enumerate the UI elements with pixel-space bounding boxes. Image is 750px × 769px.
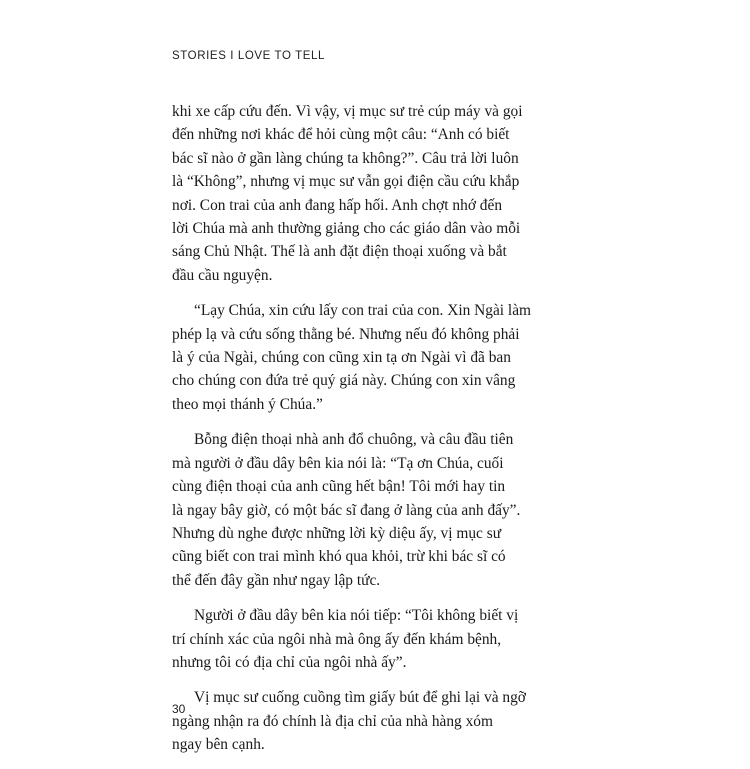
text-line: nhưng tôi có địa chỉ của ngôi nhà ấy”. (172, 653, 407, 671)
text-line: sáng Chủ Nhật. Thế là anh đặt điện thoại xuống và bắt (172, 243, 507, 261)
text-line: Nhưng dù nghe được những lời kỳ diệu ấy, vị mục sư (172, 524, 502, 542)
text-line: bác sĩ nào ở gần làng chúng ta không?”. Câu trả lời luôn (172, 149, 519, 167)
text-line: trí chính xác của ngôi nhà mà ông ấy đến khám bệnh, (172, 630, 502, 648)
text-line: là ý của Ngài, chúng con cũng xin tạ ơn Ngài vì đã ban (172, 349, 511, 367)
text-line: là “Không”, nhưng vị mục sư vẫn gọi điện cầu cứu khắp (172, 173, 520, 191)
paragraph-5 (172, 686, 578, 756)
text-line: Bỗng điện thoại nhà anh đổ chuông, và câu đầu tiên (194, 431, 514, 449)
text-line: cho chúng con đứa trẻ quý giá này. Chúng con xin vâng (172, 372, 516, 390)
text-line: theo mọi thánh ý Chúa.” (172, 395, 323, 413)
text-line: “Lạy Chúa, xin cứu lấy con trai của con. Xin Ngài làm (194, 302, 531, 320)
text-line: ngàng nhận ra đó chính là địa chỉ của nhà hàng xóm (172, 712, 493, 730)
text-line: cũng biết con trai mình khó qua khỏi, trừ khi bác sĩ có (172, 548, 506, 566)
text-line: cùng điện thoại của anh cũng hết bận! Tôi mới hay tin (172, 478, 506, 496)
body-text (172, 100, 578, 769)
paragraph-3 (172, 428, 578, 592)
text-line: là ngay bây giờ, có một bác sĩ đang ở làng của anh đấy”. (172, 501, 521, 519)
paragraph-4 (172, 604, 578, 674)
text-line: đầu cầu nguyện. (172, 266, 273, 284)
text-line: thể đến đây gần như ngay lập tức. (172, 571, 381, 589)
text-line: phép lạ và cứu sống thằng bé. Nhưng nếu đó không phải (172, 325, 520, 343)
text-line: lời Chúa mà anh thường giảng cho các giáo dân vào mỗi (172, 220, 521, 238)
text-line: Vị mục sư cuống cuồng tìm giấy bút để ghi lại và ngỡ (194, 689, 526, 707)
text-line: ngay bên cạnh. (172, 736, 265, 754)
text-line: Người ở đầu dây bên kia nói tiếp: “Tôi không biết vị (194, 607, 519, 625)
text-line: khi xe cấp cứu đến. Vì vậy, vị mục sư trẻ cúp máy và gọi (172, 103, 523, 120)
text-line: nơi. Con trai của anh đang hấp hối. Anh chợt nhớ đến (172, 196, 503, 214)
page-number: 30 (172, 702, 186, 716)
running-header: STORIES I LOVE TO TELL (172, 50, 325, 62)
paragraph-2 (172, 299, 578, 416)
text-line: đến những nơi khác để hỏi cùng một câu: “Anh có biết (172, 126, 510, 144)
paragraph-1 (172, 100, 578, 287)
text-line: mà người ở đầu dây bên kia nói là: “Tạ ơn Chúa, cuối (172, 454, 504, 472)
